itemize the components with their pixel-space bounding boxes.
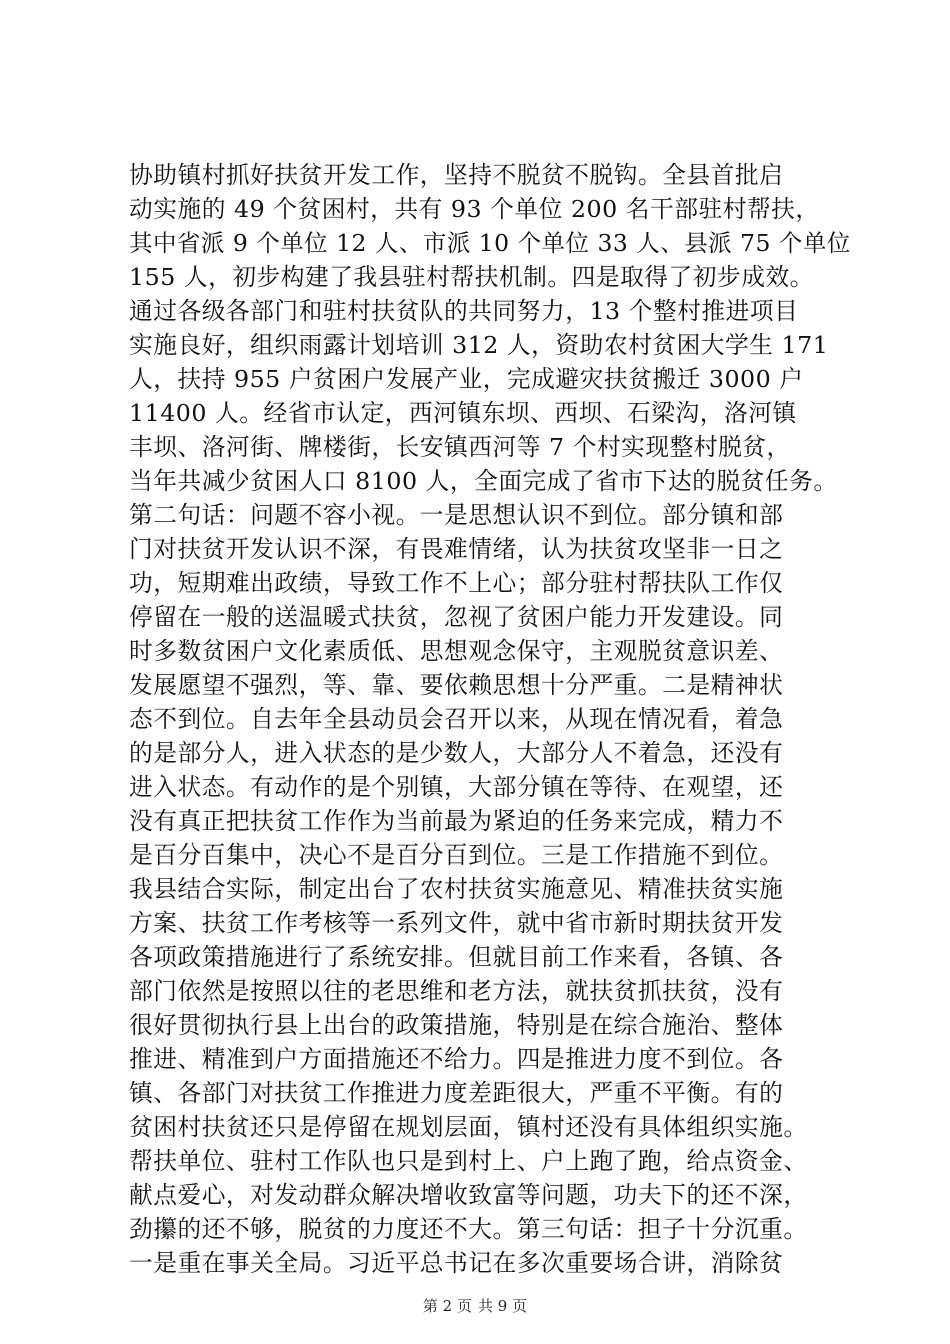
text-line: 其中省派 9 个单位 12 人、市派 10 个单位 33 人、县派 75 个单位 — [129, 229, 851, 257]
text-line: 第二句话：问题不容小视。一是思想认识不到位。部分镇和部 — [129, 501, 784, 529]
text-line: 时多数贫困户文化素质低、思想观念保守，主观脱贫意识差、 — [129, 637, 784, 665]
text-line: 部门依然是按照以往的老思维和老方法，就扶贫抓扶贫，没有 — [129, 977, 784, 1005]
text-line: 我县结合实际，制定出台了农村扶贫实施意见、精准扶贫实施 — [129, 875, 784, 903]
page-number: 第 2 页 — [422, 1297, 472, 1315]
text-line: 通过各级各部门和驻村扶贫队的共同努力，13 个整村推进项目 — [129, 297, 799, 325]
page-total: 共 9 页 — [478, 1297, 528, 1315]
text-line: 停留在一般的送温暖式扶贫，忽视了贫困户能力开发建设。同 — [129, 603, 784, 631]
body-text — [129, 158, 859, 1280]
text-line: 一是重在事关全局。习近平总书记在多次重要场合讲，消除贫 — [129, 1249, 784, 1277]
text-line: 劲攥的还不够，脱贫的力度还不大。第三句话：担子十分沉重。 — [129, 1215, 808, 1243]
text-line: 155 人，初步构建了我县驻村帮扶机制。四是取得了初步成效。 — [129, 263, 814, 291]
text-line: 贫困村扶贫还只是停留在规划层面，镇村还没有具体组织实施。 — [129, 1113, 808, 1141]
page-footer — [0, 1296, 950, 1316]
text-line: 推进、精准到户方面措施还不给力。四是推进力度不到位。各 — [129, 1045, 784, 1073]
text-line: 当年共减少贫困人口 8100 人，全面完成了省市下达的脱贫任务。 — [129, 467, 838, 495]
text-line: 献点爱心，对发动群众解决增收致富等问题，功夫下的还不深， — [129, 1181, 808, 1209]
text-line: 丰坝、洛河街、牌楼街，长安镇西河等 7 个村实现整村脱贫， — [129, 433, 791, 461]
text-line: 帮扶单位、驻村工作队也只是到村上、户上跑了跑，给点资金、 — [129, 1147, 808, 1175]
text-line: 协助镇村抓好扶贫开发工作，坚持不脱贫不脱钩。全县首批启 — [129, 161, 784, 189]
text-line: 态不到位。自去年全县动员会召开以来，从现在情况看，着急 — [129, 705, 784, 733]
text-line: 没有真正把扶贫工作作为当前最为紧迫的任务来完成，精力不 — [129, 807, 784, 835]
text-line: 发展愿望不强烈，等、靠、要依赖思想十分严重。二是精神状 — [129, 671, 784, 699]
text-line: 门对扶贫开发认识不深，有畏难情绪，认为扶贫攻坚非一日之 — [129, 535, 784, 563]
text-line: 11400 人。经省市认定，西河镇东坝、西坝、石梁沟，洛河镇 — [129, 399, 797, 427]
text-line: 实施良好，组织雨露计划培训 312 人，资助农村贫困大学生 171 — [129, 331, 829, 359]
text-line: 动实施的 49 个贫困村，共有 93 个单位 200 名干部驻村帮扶， — [129, 195, 820, 223]
text-line: 方案、扶贫工作考核等一系列文件，就中省市新时期扶贫开发 — [129, 909, 784, 937]
text-line: 人，扶持 955 户贫困户发展产业，完成避灾扶贫搬迁 3000 户 — [129, 365, 804, 393]
text-line: 功，短期难出政绩，导致工作不上心；部分驻村帮扶队工作仅 — [129, 569, 784, 597]
text-line: 镇、各部门对扶贫工作推进力度差距很大，严重不平衡。有的 — [129, 1079, 784, 1107]
text-line: 进入状态。有动作的是个别镇，大部分镇在等待、在观望，还 — [129, 773, 784, 801]
text-line: 很好贯彻执行县上出台的政策措施，特别是在综合施治、整体 — [129, 1011, 784, 1039]
text-line: 各项政策措施进行了系统安排。但就目前工作来看，各镇、各 — [129, 943, 784, 971]
text-line: 的是部分人，进入状态的是少数人，大部分人不着急，还没有 — [129, 739, 784, 767]
text-line: 是百分百集中，决心不是百分百到位。三是工作措施不到位。 — [129, 841, 784, 869]
